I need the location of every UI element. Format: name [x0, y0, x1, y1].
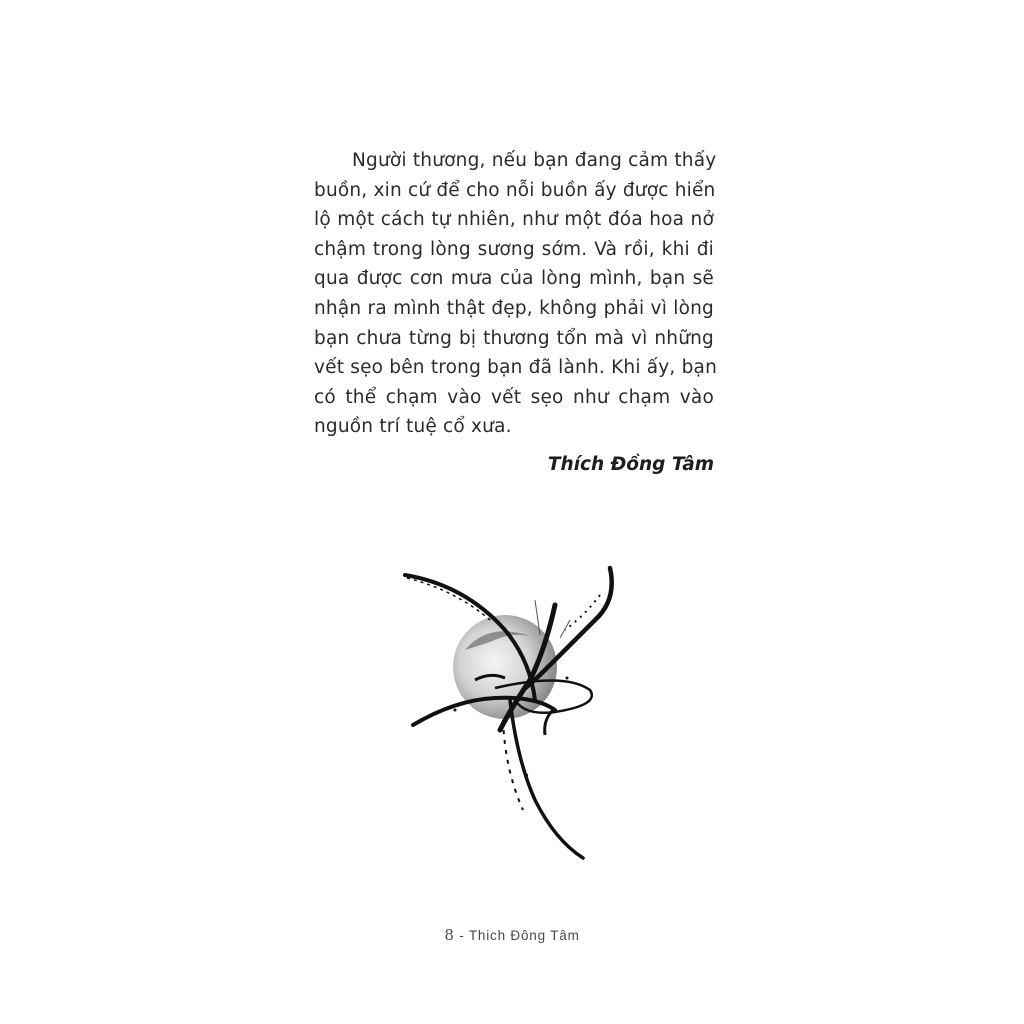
- quote-line: vết sẹo bên trong bạn đã lành. Khi ấy, bạn: [314, 357, 717, 379]
- page-footer: [0, 926, 1024, 944]
- quote-line: nguồn trí tuệ cổ xưa.: [314, 416, 512, 438]
- quote-author: Thích Đồng Tâm: [547, 454, 714, 475]
- page-number: 8: [444, 926, 455, 944]
- quote-line: Người thương, nếu bạn đang cảm thấy: [352, 150, 717, 171]
- quote-paragraph: [314, 146, 717, 442]
- quote-line: buồn, xin cứ để cho nỗi buồn ấy được hiển: [314, 179, 716, 201]
- ink-brush-circle-illustration: [395, 560, 625, 870]
- quote-line: lộ một cách tự nhiên, như một đóa hoa nở: [314, 209, 714, 231]
- running-title: - Thich Đông Tâm: [454, 928, 580, 943]
- quote-line: bạn chưa từng bị thương tổn mà vì những: [314, 327, 714, 349]
- quote-line: có thể chạm vào vết sẹo như chạm vào: [314, 386, 714, 408]
- quote-line: chậm trong lòng sương sớm. Và rồi, khi đi: [314, 238, 714, 260]
- quote-line: nhận ra mình thật đẹp, không phải vì lòng: [314, 297, 714, 319]
- quote-line: qua được cơn mưa của lòng mình, bạn sẽ: [314, 268, 714, 290]
